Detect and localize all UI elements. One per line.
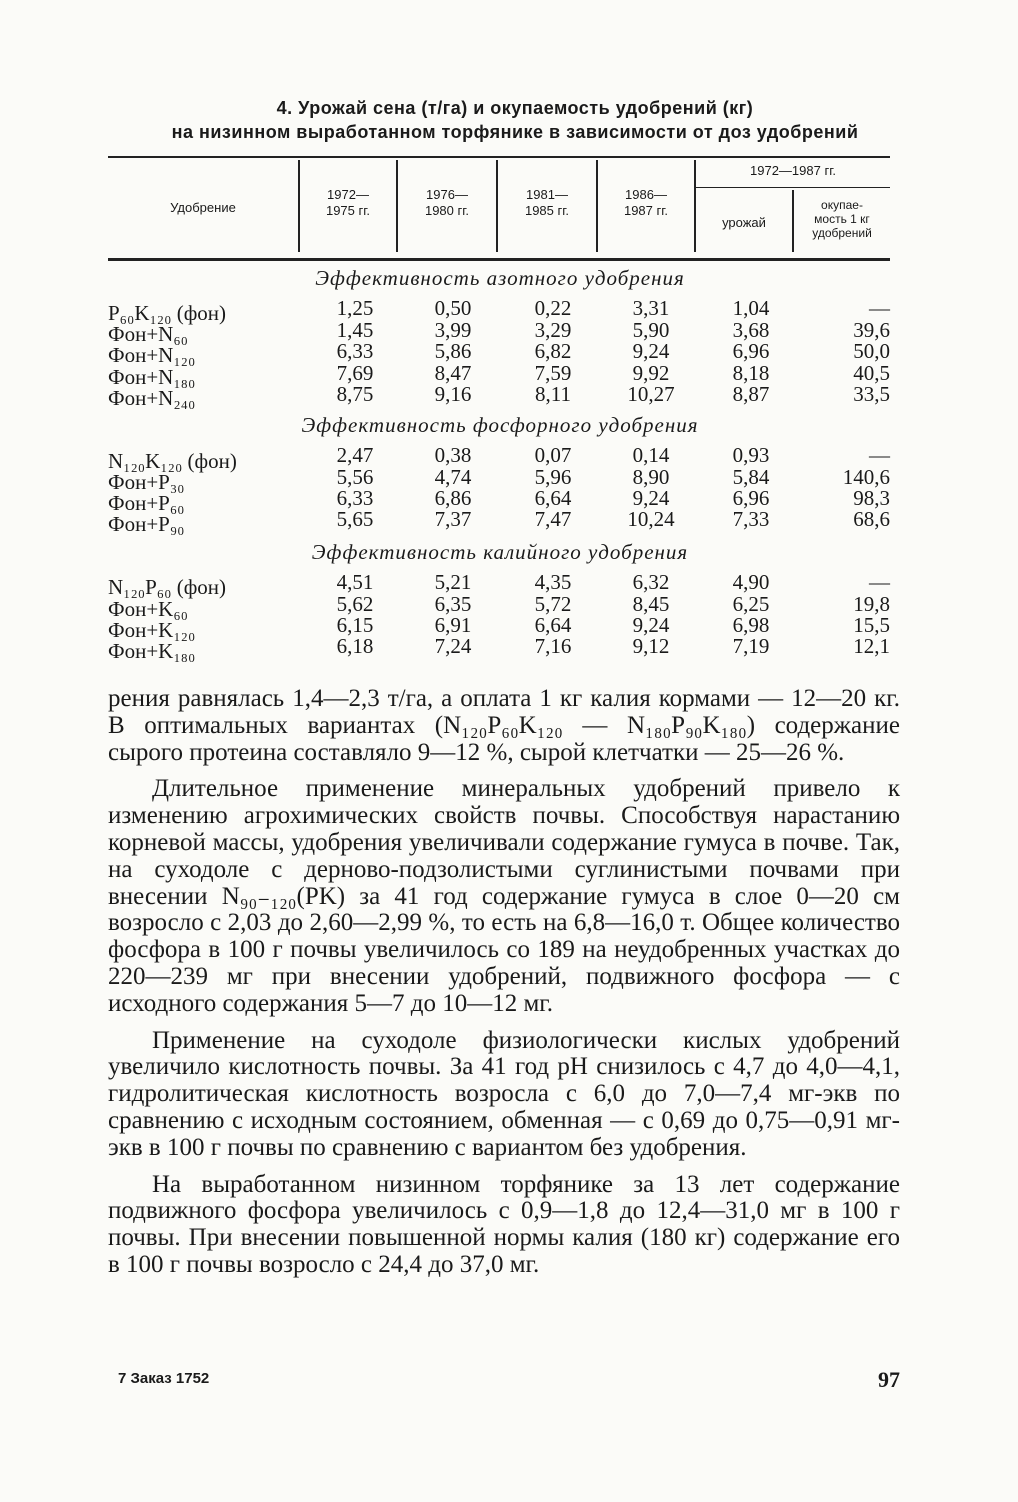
cell: 5,86 — [434, 339, 472, 363]
cell: 6,33 — [336, 339, 374, 363]
cell: 9,24 — [632, 486, 670, 510]
row-label: Фон+N₁₂₀ — [108, 343, 196, 367]
row-label: P₆₀K₁₂₀ (фон) — [108, 301, 227, 325]
cell: 7,47 — [534, 507, 572, 531]
row-label: Фон+P₃₀ — [108, 470, 185, 494]
cell: 10,24 — [627, 507, 675, 531]
cell: 6,25 — [732, 592, 770, 616]
cell: 8,45 — [632, 592, 670, 616]
table-group-rule — [696, 187, 890, 188]
cell-value: 12,1 — [853, 634, 890, 658]
cell — [790, 509, 890, 530]
cell: 7,37 — [434, 507, 472, 531]
header-period-1: 1972— 1975 гг. — [325, 187, 371, 218]
table-top-rule — [108, 156, 890, 158]
row-label: Фон+K₆₀ — [108, 597, 188, 621]
cell: 5,62 — [336, 592, 374, 616]
paragraph: рения равнялась 1,4—2,3 т/га, а оплата 1 кг калия кормами — 12—20 кг. В оптимальных вариантах (N₁₂₀P₆₀K₁₂₀ — N₁₈₀P₉₀K₁₈₀) содержание сырого протеина составляло 9—12 %, сырой клетчатки — 25—26 %. — [108, 685, 900, 766]
cell — [790, 488, 890, 509]
cell: 8,90 — [632, 465, 670, 489]
section-title: Эффективность фосфорного удобрения — [301, 413, 699, 437]
header-fertilizer: Удобрение — [170, 200, 236, 215]
cell-value: — — [869, 443, 890, 467]
header-payback: окупае- мость 1 кг удобрений — [812, 198, 872, 240]
cell-value: 140,6 — [842, 465, 890, 489]
row-label: N₁₂₀P₆₀ (фон) — [108, 575, 227, 599]
cell-value: 39,6 — [853, 318, 890, 342]
cell-value: 68,6 — [853, 507, 890, 531]
cell: 0,14 — [632, 443, 670, 467]
cell: 6,64 — [534, 613, 572, 637]
header-group: 1972—1987 гг. — [750, 163, 836, 178]
table-header-bottom-rule — [108, 258, 890, 261]
cell: 3,31 — [632, 296, 670, 320]
cell: 6,98 — [732, 613, 770, 637]
cell: 10,27 — [627, 382, 675, 406]
header-yield: урожай — [722, 215, 766, 230]
cell: 9,24 — [632, 339, 670, 363]
cell: 6,96 — [732, 339, 770, 363]
row-label: Фон+N₁₈₀ — [108, 365, 196, 389]
cell: 1,45 — [336, 318, 374, 342]
cell: 3,68 — [732, 318, 770, 342]
cell: 9,16 — [434, 382, 472, 406]
section-title: Эффективность калийного удобрения — [311, 540, 689, 564]
cell-value: 50,0 — [853, 339, 890, 363]
cell — [790, 445, 890, 466]
cell: 0,07 — [534, 443, 572, 467]
cell — [790, 320, 890, 341]
table-title — [100, 96, 930, 144]
cell: 9,12 — [632, 634, 670, 658]
page-number: 97 — [878, 1367, 900, 1392]
cell: 8,11 — [535, 382, 571, 406]
section-title: Эффективность азотного удобрения — [315, 266, 685, 290]
body-text — [108, 686, 900, 1289]
row-label: Фон+K₁₈₀ — [108, 639, 196, 663]
cell: 2,47 — [336, 443, 374, 467]
cell: 7,24 — [434, 634, 472, 658]
cell: 6,82 — [534, 339, 572, 363]
header-period-4: 1986— 1987 гг. — [623, 187, 669, 218]
cell: 4,74 — [434, 465, 472, 489]
paragraph: На выработанном низинном торфянике за 13 лет содержание подвижного фосфора увеличилось с 0,9—1,8 до 12,4—31,0 мг в 100 г почвы. При внесении повышенной нормы калия (180 кг) содержание его в 100 г почвы возросло с 24,4 до 37,0 мг. — [108, 1170, 900, 1278]
row-label: Фон+K₁₂₀ — [108, 618, 196, 642]
cell: 7,16 — [534, 634, 572, 658]
cell-value: 33,5 — [853, 382, 890, 406]
cell: 6,86 — [434, 486, 472, 510]
cell: 4,35 — [534, 570, 572, 594]
cell: 8,75 — [336, 382, 374, 406]
paragraph: Длительное применение минеральных удобрений привело к изменению агрохимических свойств почвы. Способствуя нарастанию корневой массы, удобрения увеличивали содержание гумуса в почве. Так, на суходоле с дерново-подзолистыми суглинистыми почвами при внесении N₉₀₋₁₂₀(PK) за 41 год содержание гумуса в слое 0—20 см возросло с 2,03 до 2,60—2,99 %, то есть на 6,8—16,0 т. Общее количество фосфора в 100 г почвы увеличилось со 189 на неудобренных участках до 220—239 мг при внесении удобрений, подвижного фосфора — с исходного содержания 5—7 до 10—12 мг. — [108, 775, 900, 1017]
cell: 5,72 — [534, 592, 572, 616]
row-label: N₁₂₀K₁₂₀ (фон) — [108, 449, 237, 473]
cell: 6,91 — [434, 613, 472, 637]
cell: 0,22 — [534, 296, 572, 320]
row-label: Фон+P₉₀ — [108, 512, 185, 536]
cell — [790, 363, 890, 384]
cell — [790, 615, 890, 636]
cell: 8,18 — [732, 361, 770, 385]
cell: 6,18 — [336, 634, 374, 658]
row-label: Фон+N₆₀ — [108, 322, 188, 346]
header-period-3: 1981— 1985 гг. — [524, 187, 570, 218]
cell-value: — — [869, 296, 890, 320]
cell — [790, 341, 890, 362]
cell: 5,84 — [732, 465, 770, 489]
cell: 0,50 — [434, 296, 472, 320]
cell-value: — — [869, 570, 890, 594]
table-title-line-2: на низинном выработанном торфянике в зависимости от доз удобрений — [171, 122, 859, 142]
cell: 3,99 — [434, 318, 472, 342]
cell — [790, 298, 890, 319]
cell-value: 15,5 — [853, 613, 890, 637]
cell: 6,35 — [434, 592, 472, 616]
cell — [790, 594, 890, 615]
cell: 6,15 — [336, 613, 374, 637]
row-label: Фон+P₆₀ — [108, 491, 185, 515]
cell: 7,33 — [732, 507, 770, 531]
cell: 6,64 — [534, 486, 572, 510]
cell — [790, 572, 890, 593]
cell: 8,47 — [434, 361, 472, 385]
cell: 5,96 — [534, 465, 572, 489]
cell: 5,21 — [434, 570, 472, 594]
cell: 9,24 — [632, 613, 670, 637]
cell: 0,38 — [434, 443, 472, 467]
cell: 5,65 — [336, 507, 374, 531]
cell: 6,33 — [336, 486, 374, 510]
cell: 6,32 — [632, 570, 670, 594]
cell: 4,51 — [336, 570, 374, 594]
paragraph: Применение на суходоле физиологически кислых удобрений увеличило кислотность почвы. За 41 год pH снизилось с 4,7 до 4,0—4,1, гидролитическая кислотность возросла с 6,0 до 7,0—7,4 мг-экв по сравнению с исходным состоянием, обменная — с 0,69 до 0,75—0,91 мг-экв в 100 г почвы по сравнению с вариантом без удобрения. — [108, 1026, 900, 1161]
cell: 6,96 — [732, 486, 770, 510]
cell-value: 19,8 — [853, 592, 890, 616]
cell: 8,87 — [732, 382, 770, 406]
cell: 1,25 — [336, 296, 374, 320]
cell: 7,59 — [534, 361, 572, 385]
cell-value: 40,5 — [853, 361, 890, 385]
cell-value: 98,3 — [853, 486, 890, 510]
print-order-note: 7 Заказ 1752 — [118, 1370, 210, 1387]
table-title-line-1: 4. Урожай сена (т/га) и окупаемость удобрений (кг) — [276, 98, 754, 118]
cell: 3,29 — [534, 318, 572, 342]
cell: 7,19 — [732, 634, 770, 658]
row-label: Фон+N₂₄₀ — [108, 386, 196, 410]
cell — [790, 467, 890, 488]
cell: 5,90 — [632, 318, 670, 342]
cell — [790, 636, 890, 657]
header-period-2: 1976— 1980 гг. — [424, 187, 470, 218]
cell: 1,04 — [732, 296, 770, 320]
cell — [790, 384, 890, 405]
cell: 0,93 — [732, 443, 770, 467]
cell: 5,56 — [336, 465, 374, 489]
cell: 7,69 — [336, 361, 374, 385]
cell: 4,90 — [732, 570, 770, 594]
cell: 9,92 — [632, 361, 670, 385]
